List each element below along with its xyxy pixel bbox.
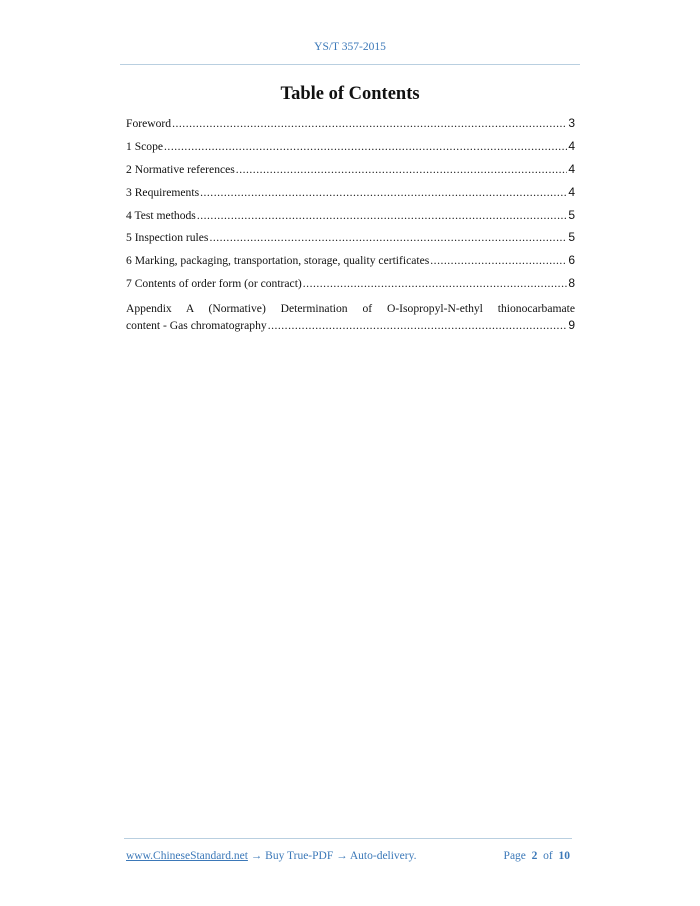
website-link[interactable]: www.ChineseStandard.net xyxy=(126,850,248,862)
toc-entry-label: 3 Requirements xyxy=(126,185,200,199)
toc-entry-label-line1: Appendix A (Normative) Determination of O-Isopropyl-N-ethyl thionocarbamate xyxy=(126,302,575,316)
toc-entry-label-line2: content - Gas chromatography xyxy=(126,319,267,333)
page-word: Page xyxy=(503,850,526,862)
document-code: YS/T 357-2015 xyxy=(314,41,386,53)
toc-entry-page: 5 xyxy=(568,207,575,222)
toc-entry-order-form[interactable] xyxy=(126,276,575,299)
total-pages: 10 xyxy=(558,850,570,862)
dot-leader xyxy=(268,317,568,334)
toc-entry-label: Foreword xyxy=(126,117,172,130)
dot-leader xyxy=(200,186,567,199)
dot-leader xyxy=(303,277,568,290)
toc-entry-label: 6 Marking, packaging, transportation, storage, quality certificates xyxy=(126,254,430,268)
buy-true-pdf-text: Buy True-PDF xyxy=(265,850,334,862)
footer-promo xyxy=(126,850,417,862)
toc-entry-scope[interactable] xyxy=(126,139,575,162)
of-word: of xyxy=(543,850,553,862)
toc-entry-label: 2 Normative references xyxy=(126,162,235,176)
toc-entry-page: 8 xyxy=(568,276,575,291)
toc-entry-appendix-a[interactable] xyxy=(126,299,575,334)
toc-entry-page: 6 xyxy=(568,253,575,268)
dot-leader xyxy=(430,254,567,267)
toc-entry-label: 7 Contents of order form (or contract) xyxy=(126,277,302,291)
toc-entry-foreword[interactable] xyxy=(126,116,575,139)
dot-leader xyxy=(164,140,567,153)
dot-leader xyxy=(172,117,567,130)
dot-leader xyxy=(197,209,567,222)
toc-entry-page: 5 xyxy=(568,230,575,245)
toc-entry-page: 4 xyxy=(568,184,575,199)
auto-delivery-text: Auto-delivery. xyxy=(349,850,417,862)
toc-entry-inspection-rules[interactable] xyxy=(126,230,575,253)
table-of-contents xyxy=(126,116,575,334)
toc-title: Table of Contents xyxy=(280,84,420,104)
page-number xyxy=(504,850,570,862)
toc-entry-label: 1 Scope xyxy=(126,139,164,153)
dot-leader xyxy=(209,231,567,244)
arrow-right-icon: → xyxy=(250,850,263,862)
toc-entry-label: 5 Inspection rules xyxy=(126,231,209,245)
toc-entry-page: 9 xyxy=(568,318,575,333)
page-footer xyxy=(124,838,572,869)
toc-entry-page: 3 xyxy=(568,116,575,130)
toc-entry-page: 4 xyxy=(568,138,575,153)
toc-entry-normative-references[interactable] xyxy=(126,162,575,185)
current-page: 2 xyxy=(531,850,538,862)
toc-entry-page: 4 xyxy=(568,161,575,176)
toc-entry-requirements[interactable] xyxy=(126,185,575,208)
toc-entry-marking-packaging[interactable] xyxy=(126,253,575,276)
dot-leader xyxy=(236,163,568,176)
page-header xyxy=(120,0,580,65)
toc-entry-label: 4 Test methods xyxy=(126,208,196,222)
arrow-right-icon: → xyxy=(336,850,348,862)
toc-entry-test-methods[interactable] xyxy=(126,208,575,231)
